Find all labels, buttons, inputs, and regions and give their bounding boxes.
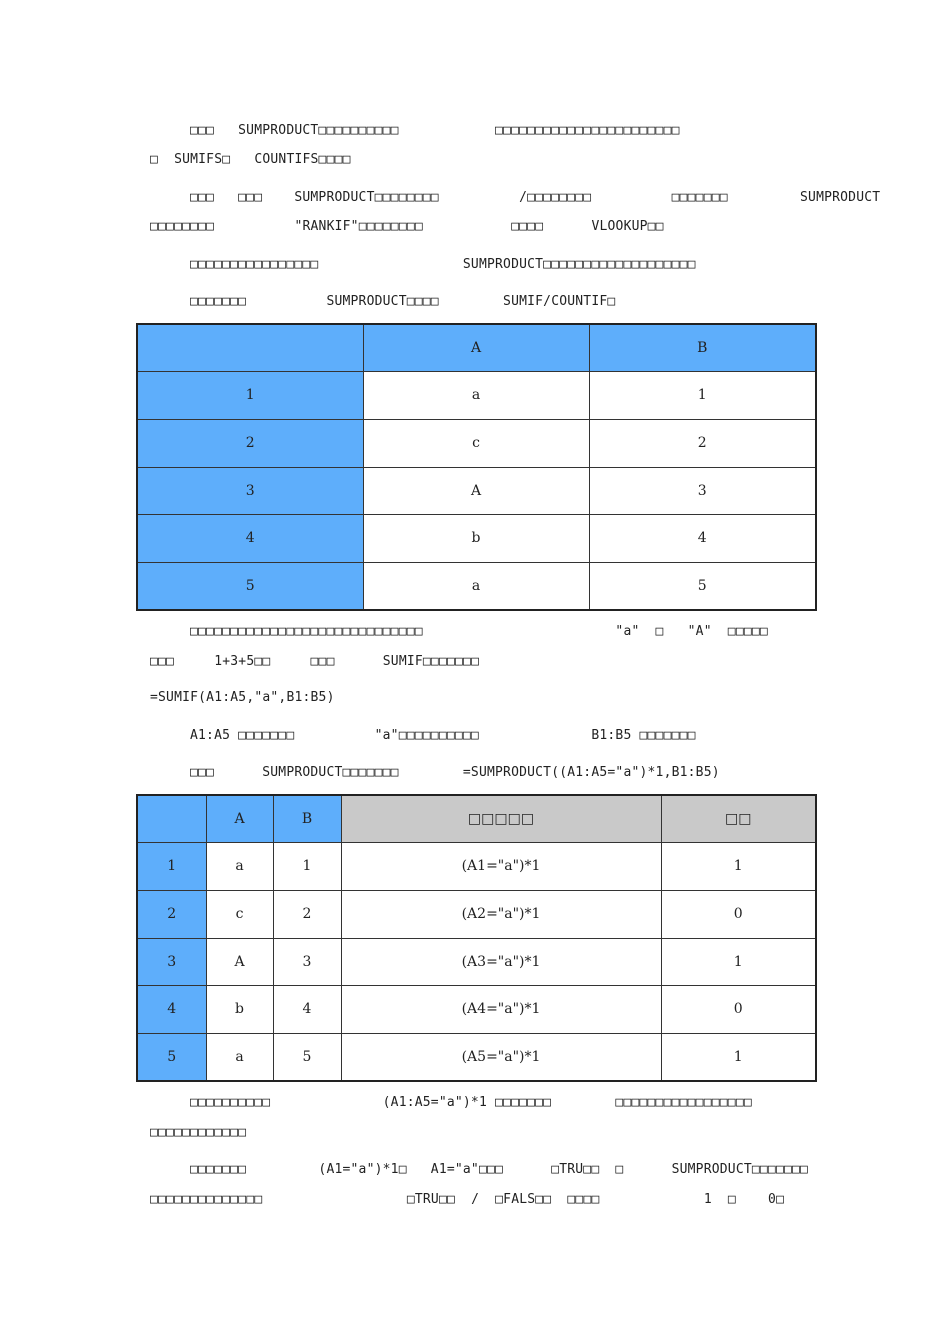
row-header: 1 bbox=[137, 371, 363, 419]
paragraph-line: □□□□□□□ SUMPRODUCT□□□□ SUMIF/COUNTIF□ bbox=[190, 294, 616, 309]
table-cell: A bbox=[363, 467, 589, 514]
formula-line: =SUMIF(A1:A5,"a",B1:B5) bbox=[150, 690, 335, 705]
paragraph-line: □□□□□□□□□□□□□□□□□□□□□□□□□□□□□ "a" □ "A" □□□□□ bbox=[190, 624, 768, 639]
paragraph-line: □□□□□□□ (A1="a")*1□ A1="a"□□□ □TRU□□ □ SUMPRODUCT□□□□□□□ bbox=[190, 1162, 809, 1177]
table-cell: a bbox=[206, 842, 273, 890]
table-cell: (A5="a")*1 bbox=[341, 1033, 661, 1081]
table-cell: (A1="a")*1 bbox=[341, 842, 661, 890]
table-cell: A bbox=[206, 938, 273, 985]
table-cell: 0 bbox=[661, 890, 816, 938]
paragraph-line: □□□□□□□□□□□□□□□□ SUMPRODUCT□□□□□□□□□□□□□□□□□□□ bbox=[190, 257, 696, 272]
table-row bbox=[137, 514, 816, 562]
column-header: A bbox=[206, 795, 273, 842]
table-cell: 4 bbox=[589, 514, 816, 562]
row-header: 4 bbox=[137, 985, 206, 1033]
table-cell: c bbox=[363, 419, 589, 467]
paragraph-line: □ SUMIFS□ COUNTIFS□□□□ bbox=[150, 152, 351, 167]
table-cell: (A3="a")*1 bbox=[341, 938, 661, 985]
table-row bbox=[137, 467, 816, 514]
corner-cell bbox=[137, 795, 206, 842]
table-row bbox=[137, 938, 816, 985]
paragraph-line: □□□ □□□ SUMPRODUCT□□□□□□□□ /□□□□□□□□ □□□□□□□ SUMPRODUCT bbox=[190, 190, 881, 205]
paragraph-line: □□□□□□□□□□□□ bbox=[150, 1125, 247, 1140]
table-cell: b bbox=[206, 985, 273, 1033]
table-cell: a bbox=[206, 1033, 273, 1081]
row-header: 4 bbox=[137, 514, 363, 562]
table-cell: 2 bbox=[589, 419, 816, 467]
table-row bbox=[137, 1033, 816, 1081]
data-table-1 bbox=[136, 323, 817, 611]
table-cell: (A2="a")*1 bbox=[341, 890, 661, 938]
table-cell: 1 bbox=[661, 842, 816, 890]
column-header: □□□□□ bbox=[341, 795, 661, 842]
table-cell: 4 bbox=[273, 985, 341, 1033]
paragraph-line: □□□ 1+3+5□□ □□□ SUMIF□□□□□□□ bbox=[150, 654, 480, 669]
row-header: 2 bbox=[137, 419, 363, 467]
table-row bbox=[137, 562, 816, 610]
table-cell: 3 bbox=[273, 938, 341, 985]
paragraph-line: □□□ SUMPRODUCT□□□□□□□□□□ □□□□□□□□□□□□□□□□□□□□□□□ bbox=[190, 123, 680, 138]
table-row bbox=[137, 419, 816, 467]
table-cell: c bbox=[206, 890, 273, 938]
row-header: 2 bbox=[137, 890, 206, 938]
paragraph-line: □□□□□□□□ "RANKIF"□□□□□□□□ □□□□ VLOOKUP□□ bbox=[150, 219, 664, 234]
table-cell: 1 bbox=[273, 842, 341, 890]
table-cell: 3 bbox=[589, 467, 816, 514]
paragraph-line: □□□□□□□□□□ (A1:A5="a")*1 □□□□□□□ □□□□□□□□□□□□□□□□□ bbox=[190, 1095, 752, 1110]
column-header: A bbox=[363, 324, 589, 371]
table-cell: 0 bbox=[661, 985, 816, 1033]
table-cell: (A4="a")*1 bbox=[341, 985, 661, 1033]
table-row bbox=[137, 890, 816, 938]
table-cell: 1 bbox=[661, 1033, 816, 1081]
table-row bbox=[137, 842, 816, 890]
corner-cell bbox=[137, 324, 363, 371]
row-header: 1 bbox=[137, 842, 206, 890]
row-header: 5 bbox=[137, 562, 363, 610]
table-cell: 1 bbox=[589, 371, 816, 419]
paragraph-line: □□□□□□□□□□□□□□ □TRU□□ / □FALS□□ □□□□ 1 □ 0□ bbox=[150, 1192, 785, 1207]
table-cell: a bbox=[363, 562, 589, 610]
table-cell: 5 bbox=[589, 562, 816, 610]
paragraph-line: A1:A5 □□□□□□□ "a"□□□□□□□□□□ B1:B5 □□□□□□□ bbox=[190, 728, 696, 743]
row-header: 3 bbox=[137, 938, 206, 985]
row-header: 3 bbox=[137, 467, 363, 514]
table-cell: 5 bbox=[273, 1033, 341, 1081]
table-row bbox=[137, 985, 816, 1033]
table-cell: 2 bbox=[273, 890, 341, 938]
data-table-2 bbox=[136, 794, 817, 1082]
table-cell: b bbox=[363, 514, 589, 562]
table-cell: 1 bbox=[661, 938, 816, 985]
column-header: B bbox=[273, 795, 341, 842]
row-header: 5 bbox=[137, 1033, 206, 1081]
column-header: B bbox=[589, 324, 816, 371]
table-cell: a bbox=[363, 371, 589, 419]
table-row bbox=[137, 371, 816, 419]
column-header: □□ bbox=[661, 795, 816, 842]
paragraph-line: □□□ SUMPRODUCT□□□□□□□ =SUMPRODUCT((A1:A5="a")*1,B1:B5) bbox=[190, 765, 720, 780]
